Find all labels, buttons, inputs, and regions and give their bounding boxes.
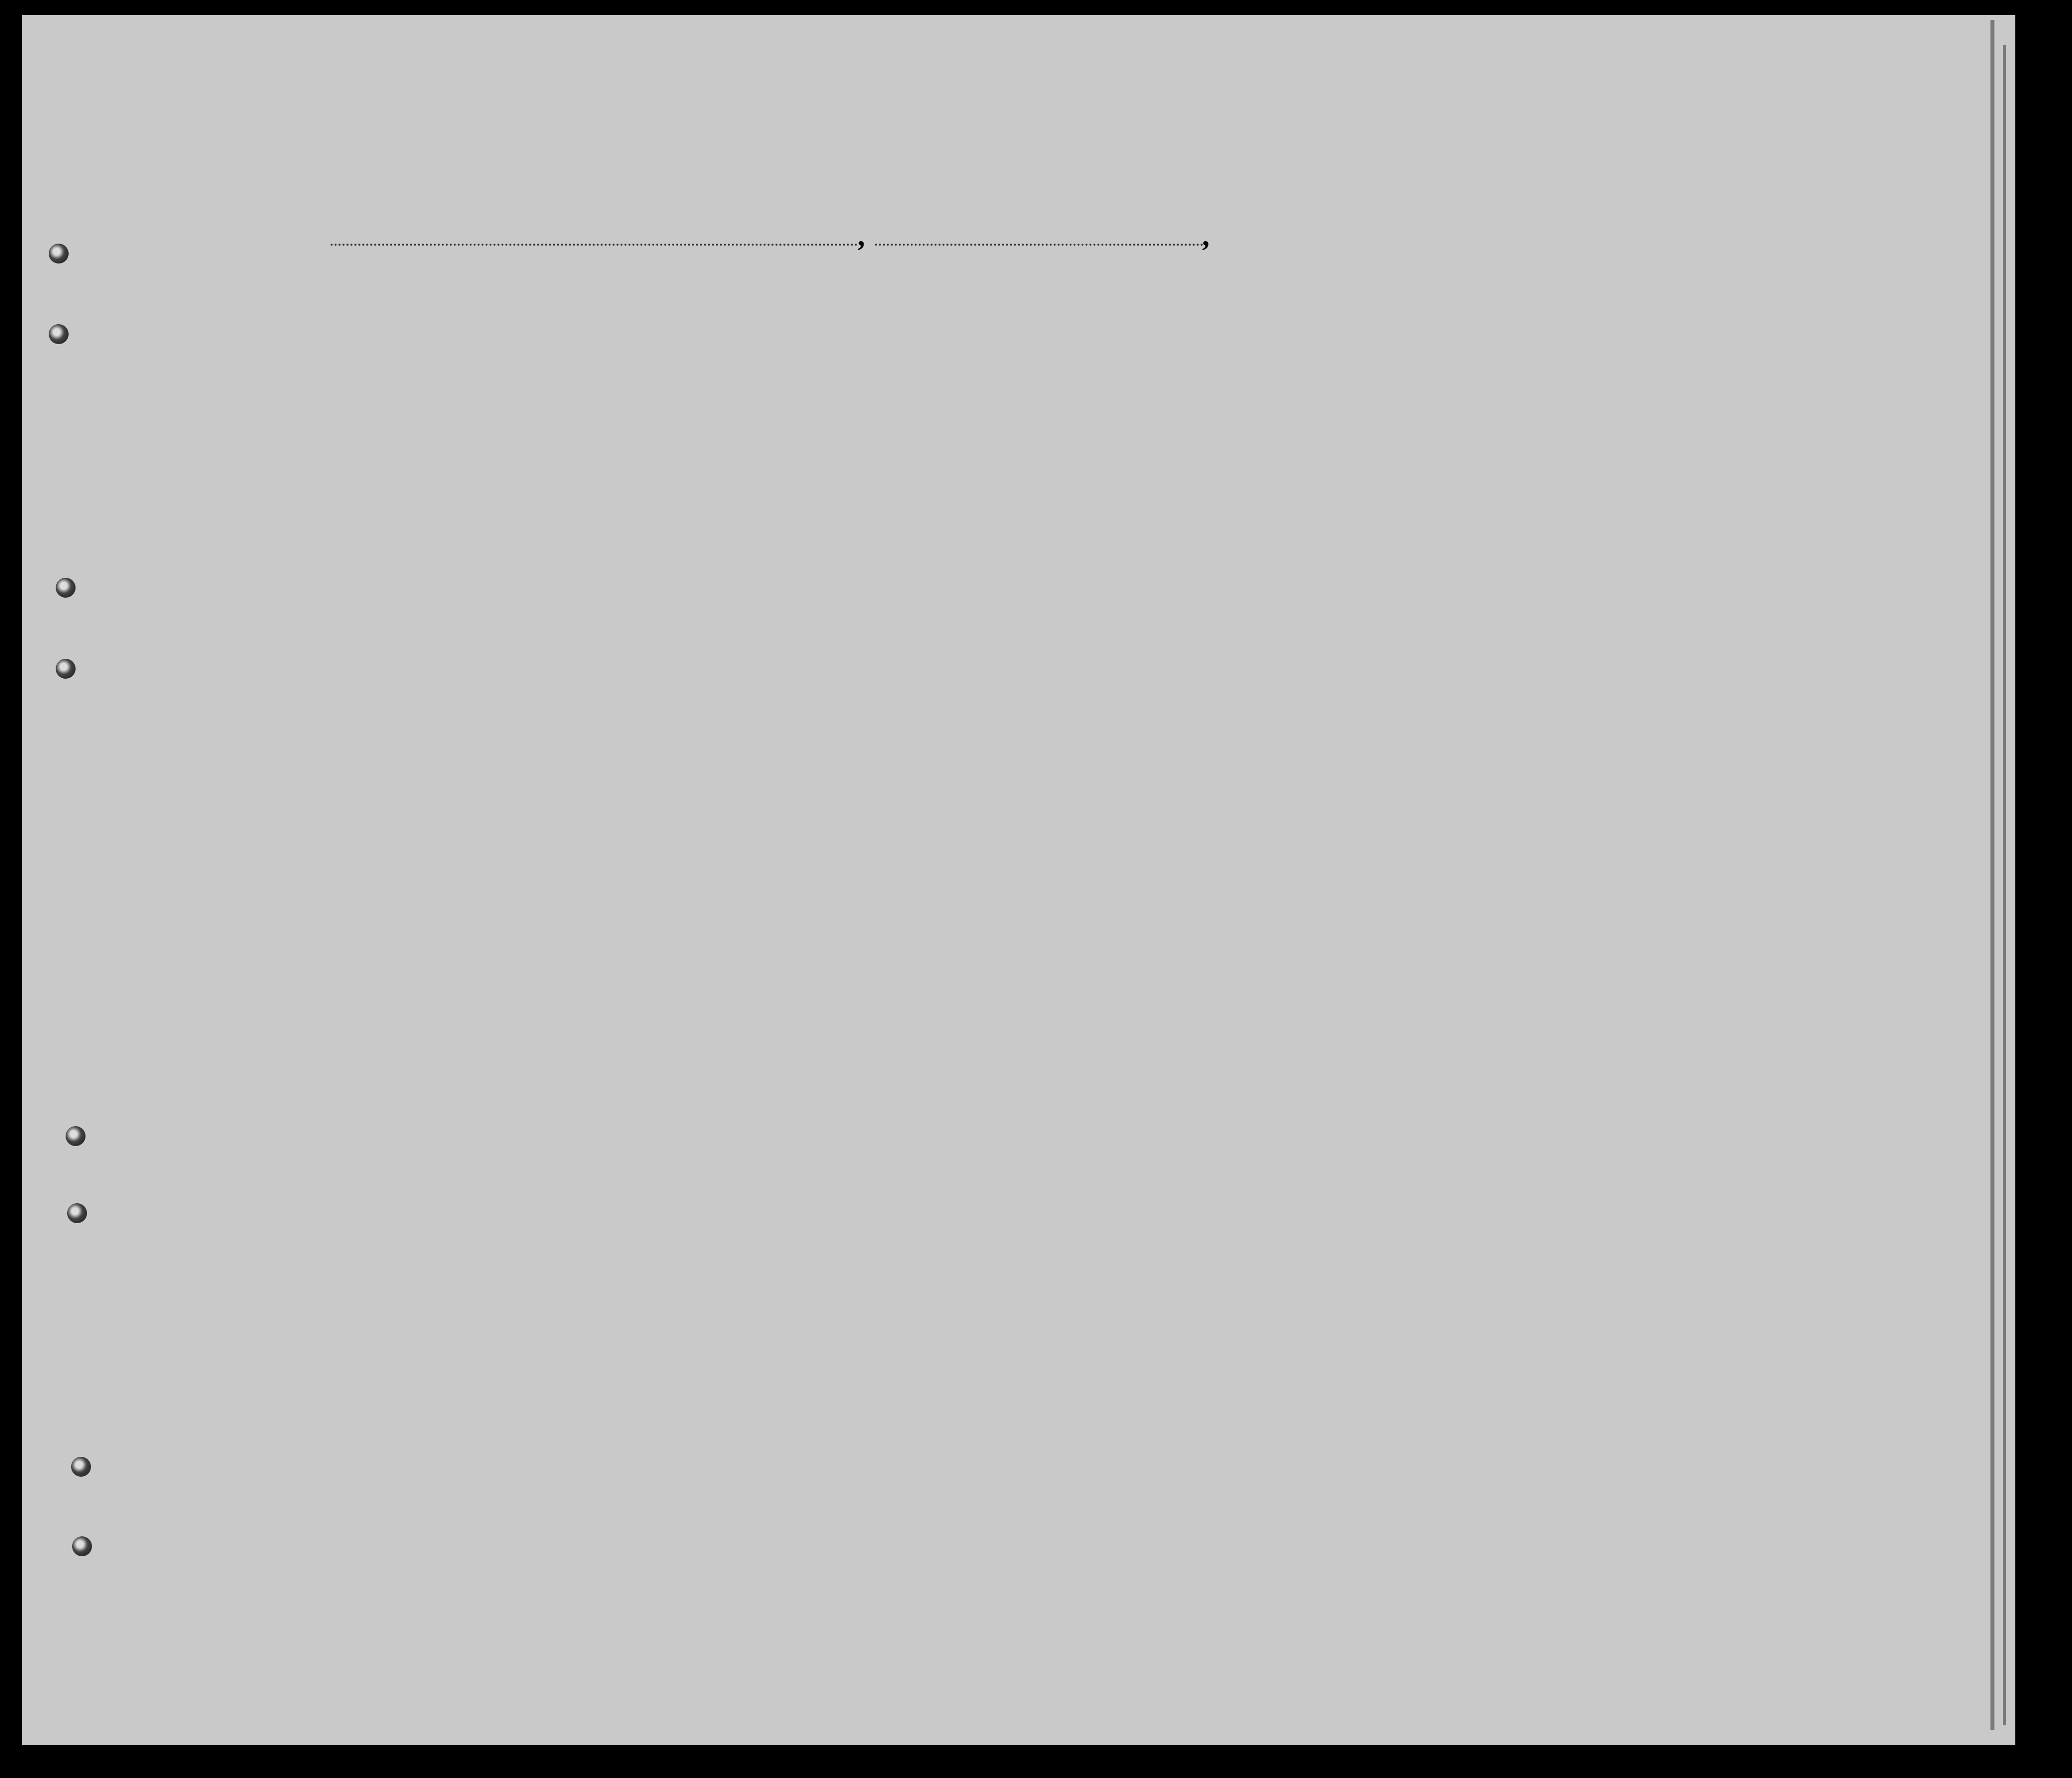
header-purpose-a	[1185, 328, 1214, 428]
comma: ,	[858, 219, 865, 252]
binder-hole	[66, 1126, 86, 1146]
binder-hole	[56, 578, 76, 598]
header-overthrow	[1389, 303, 1444, 428]
header-prison	[1298, 303, 1333, 428]
comma: ,	[1202, 219, 1209, 252]
header-purpose-c	[1260, 328, 1285, 428]
header-deported	[1513, 303, 1533, 428]
header-excluded	[1488, 303, 1508, 428]
binder-hole	[49, 244, 69, 264]
header-inches	[1685, 403, 1700, 443]
binder-hole	[72, 1536, 92, 1556]
binder-hole	[49, 324, 69, 344]
binder-hole	[67, 1203, 87, 1223]
header-purpose-b	[1224, 328, 1254, 428]
header-feet	[1653, 413, 1678, 443]
header-labor-offer	[1447, 303, 1484, 428]
binder-hole	[71, 1457, 91, 1477]
binder-hole	[56, 659, 76, 679]
